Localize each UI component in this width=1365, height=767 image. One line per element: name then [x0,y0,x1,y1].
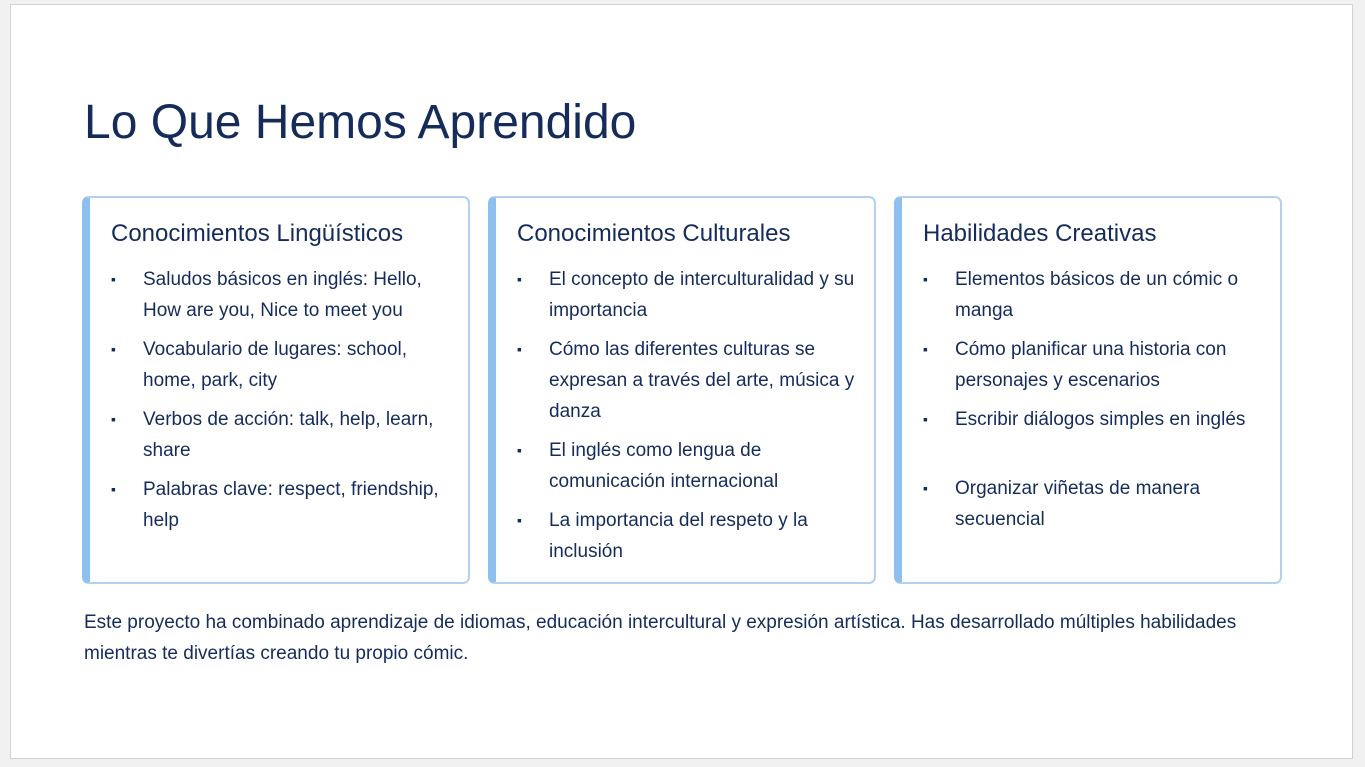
list-item [923,473,1266,535]
summary-text: Este proyecto ha combinado aprendizaje de idiomas, educación intercultural y expresión artística. Has desarrollado múltiples habilidades mientras te divertías creando tu propio cómic. [84,612,1237,664]
list-item-text: Vocabulario de lugares: school, home, park, city [143,339,408,391]
list-item-text: Elementos básicos de un cómic o manga [955,269,1239,321]
bullet-icon: ▪ [517,442,522,458]
card-creative [894,196,1282,584]
card-list [517,264,860,575]
list-item [517,264,860,326]
list-item-text: Verbos de acción: talk, help, learn, share [143,409,434,461]
card-linguistic [82,196,470,584]
list-item-text: Escribir diálogos simples en inglés [955,409,1246,430]
card-heading: Habilidades Creativas [923,220,1157,247]
bullet-icon: ▪ [111,411,116,427]
bullet-icon: ▪ [923,271,928,287]
card-heading: Conocimientos Lingüísticos [111,220,404,247]
list-item [923,264,1266,326]
list-item-text: La importancia del respeto y la inclusión [549,510,808,562]
list-item [923,334,1266,396]
list-item-text: Palabras clave: respect, friendship, help [143,479,439,531]
bullet-icon: ▪ [517,271,522,287]
list-item [923,404,1266,435]
list-item [111,474,454,536]
list-item [517,334,860,427]
list-item-text: Cómo planificar una historia con personajes y escenarios [955,339,1227,391]
bullet-icon: ▪ [111,481,116,497]
slide [10,4,1353,759]
bullet-icon: ▪ [111,341,116,357]
bullet-icon: ▪ [517,512,522,528]
list-item-text: El inglés como lengua de comunicación internacional [549,440,779,492]
bullet-icon: ▪ [923,480,928,496]
list-item-text: Organizar viñetas de manera secuencial [955,478,1201,530]
list-item [111,404,454,466]
list-item [517,435,860,497]
card-cultural [488,196,876,584]
card-heading: Conocimientos Culturales [517,220,791,247]
bullet-icon: ▪ [111,271,116,287]
bullet-icon: ▪ [517,341,522,357]
list-item [111,264,454,326]
card-list [111,264,454,544]
cards-row [82,196,1282,584]
list-item [517,505,860,567]
list-item [111,334,454,396]
bullet-icon: ▪ [923,411,928,427]
slide-title: Lo Que Hemos Aprendido [84,96,637,149]
list-item-text: Saludos básicos en inglés: Hello, How are you, Nice to meet you [143,269,422,321]
card-list [923,264,1266,543]
list-item-text: El concepto de interculturalidad y su importancia [549,269,855,321]
list-item-text: Cómo las diferentes culturas se expresan a través del arte, música y danza [549,339,855,422]
bullet-icon: ▪ [923,341,928,357]
